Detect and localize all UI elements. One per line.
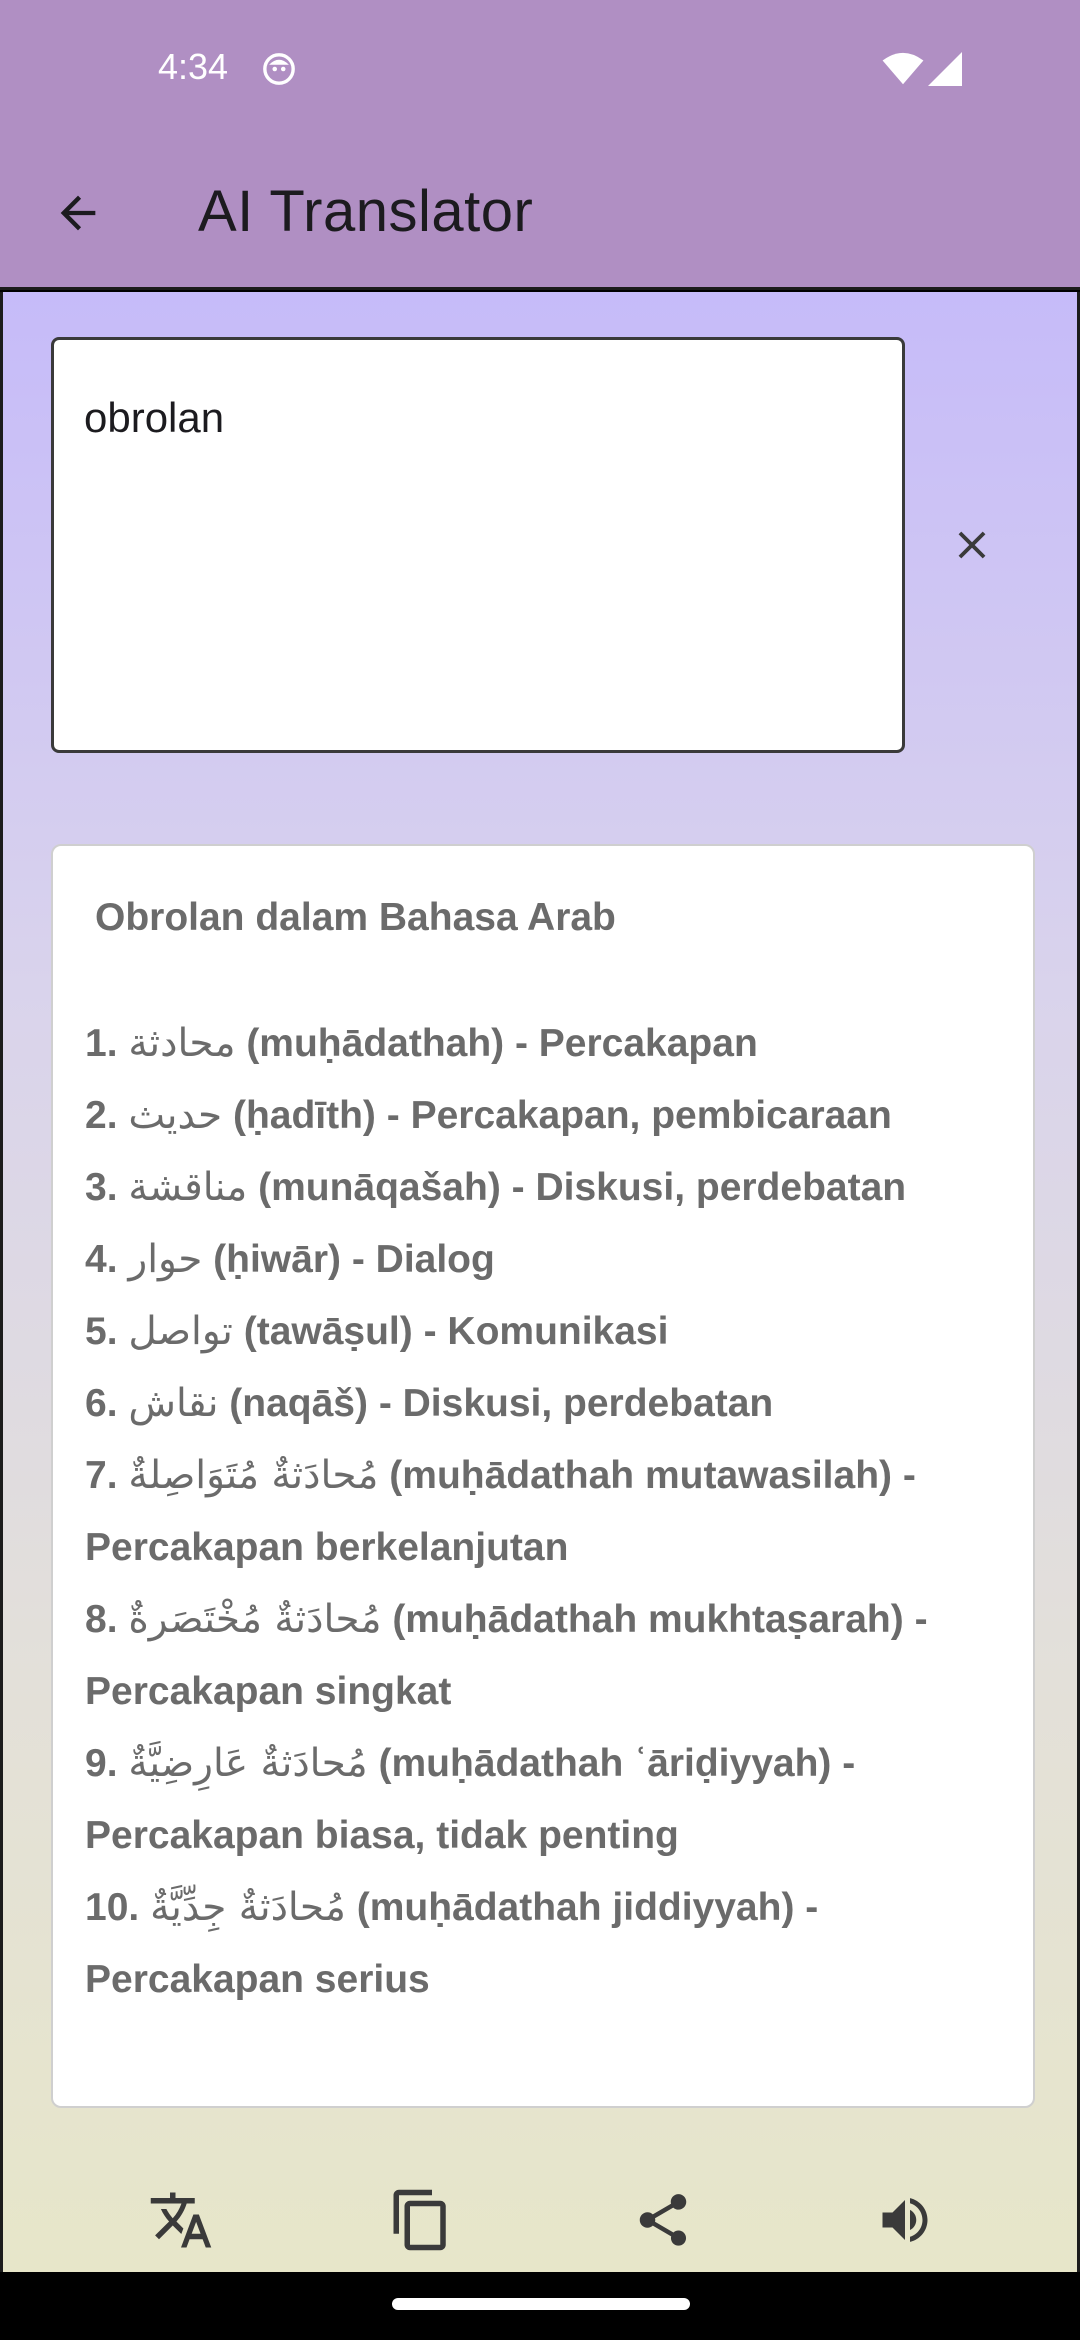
result-item-number: 10. <box>85 1886 140 1929</box>
result-item <box>85 1584 1003 1656</box>
arrow-back-icon <box>52 187 104 239</box>
source-text-input[interactable]: obrolan <box>51 337 905 753</box>
result-item-arabic: حديث <box>128 1093 223 1138</box>
result-item-arabic: محادثة <box>128 1021 236 1066</box>
result-item <box>85 1008 1003 1080</box>
result-item-arabic: تواصل <box>128 1309 233 1354</box>
result-item-number: 3. <box>85 1166 118 1209</box>
main-content <box>0 292 1080 2272</box>
result-item-text: (naqāš) - Diskusi, perdebatan <box>229 1382 774 1425</box>
translation-result-card <box>51 844 1035 2108</box>
copy-icon <box>388 2187 454 2253</box>
result-item <box>85 1872 1003 1944</box>
result-item-number: 1. <box>85 1022 118 1065</box>
status-time: 4:34 <box>158 46 229 87</box>
result-item <box>85 1224 1003 1296</box>
result-item-text: (ḥiwār) - Dialog <box>213 1238 495 1281</box>
result-item-number: 6. <box>85 1382 118 1425</box>
translate-button[interactable] <box>141 2180 221 2260</box>
result-item-text: (munāqašah) - Diskusi, perdebatan <box>258 1166 907 1209</box>
status-bar <box>0 0 1080 140</box>
page-title: AI Translator <box>198 179 534 244</box>
result-item-arabic: مُحادَثةٌ مُخْتَصَرةٌ <box>128 1597 382 1642</box>
wifi-icon <box>882 52 924 86</box>
bottom-toolbar <box>3 2180 1080 2272</box>
result-item-arabic: مُحادَثةٌ جِدِّيَّةٌ <box>150 1885 346 1930</box>
result-item-text: (muḥādathah jiddiyyah) - <box>356 1886 819 1929</box>
result-item-text: (ḥadīth) - Percakapan, pembicaraan <box>232 1094 892 1137</box>
result-item-arabic: حوار <box>128 1237 203 1282</box>
home-gesture-handle[interactable] <box>392 2298 690 2310</box>
speak-button[interactable] <box>865 2180 945 2260</box>
copy-button[interactable] <box>381 2180 461 2260</box>
result-item-text: (tawāṣul) - Komunikasi <box>243 1310 669 1353</box>
translate-icon <box>148 2187 214 2253</box>
app-bar <box>0 140 1080 290</box>
clear-button[interactable] <box>937 510 1007 580</box>
result-item <box>85 1368 1003 1440</box>
result-item <box>85 1440 1003 1512</box>
result-item-number: 9. <box>85 1742 118 1785</box>
share-icon <box>632 2189 694 2251</box>
result-item-arabic: مُحادَثةٌ عَارِضِيَّةٌ <box>128 1741 368 1786</box>
volume-icon <box>875 2190 935 2250</box>
result-item-text: (muḥādathah ʿāriḍiyyah) - <box>378 1742 856 1785</box>
result-item-arabic: مناقشة <box>128 1165 248 1210</box>
result-item-continuation: Percakapan singkat <box>85 1670 452 1713</box>
result-item-arabic: نقاش <box>128 1381 219 1426</box>
result-item-continuation: Percakapan serius <box>85 1958 430 2001</box>
close-icon <box>949 522 995 568</box>
result-item-text: (muḥādathah mukhtaṣarah) - <box>392 1598 928 1641</box>
result-item-number: 2. <box>85 1094 118 1137</box>
back-button[interactable] <box>40 175 116 251</box>
result-item-arabic: مُحادَثةٌ مُتَوَاصِلةٌ <box>128 1453 379 1498</box>
result-title: Obrolan dalam Bahasa Arab <box>95 896 616 939</box>
result-list <box>85 1008 1003 2016</box>
notification-face-icon <box>262 52 296 86</box>
result-item-number: 4. <box>85 1238 118 1281</box>
result-item <box>85 1728 1003 1800</box>
result-item-number: 7. <box>85 1454 118 1497</box>
result-item-continuation: Percakapan berkelanjutan <box>85 1526 569 1569</box>
result-item <box>85 1152 1003 1224</box>
system-navigation-bar <box>0 2272 1080 2340</box>
result-item-text: (muḥādathah mutawasilah) - <box>389 1454 916 1497</box>
signal-icon <box>928 52 962 86</box>
result-item-text: (muḥādathah) - Percakapan <box>246 1022 758 1065</box>
result-item <box>85 1296 1003 1368</box>
result-item <box>85 1080 1003 1152</box>
result-item-number: 8. <box>85 1598 118 1641</box>
result-item-number: 5. <box>85 1310 118 1353</box>
result-item-continuation: Percakapan biasa, tidak penting <box>85 1814 679 1857</box>
share-button[interactable] <box>623 2180 703 2260</box>
